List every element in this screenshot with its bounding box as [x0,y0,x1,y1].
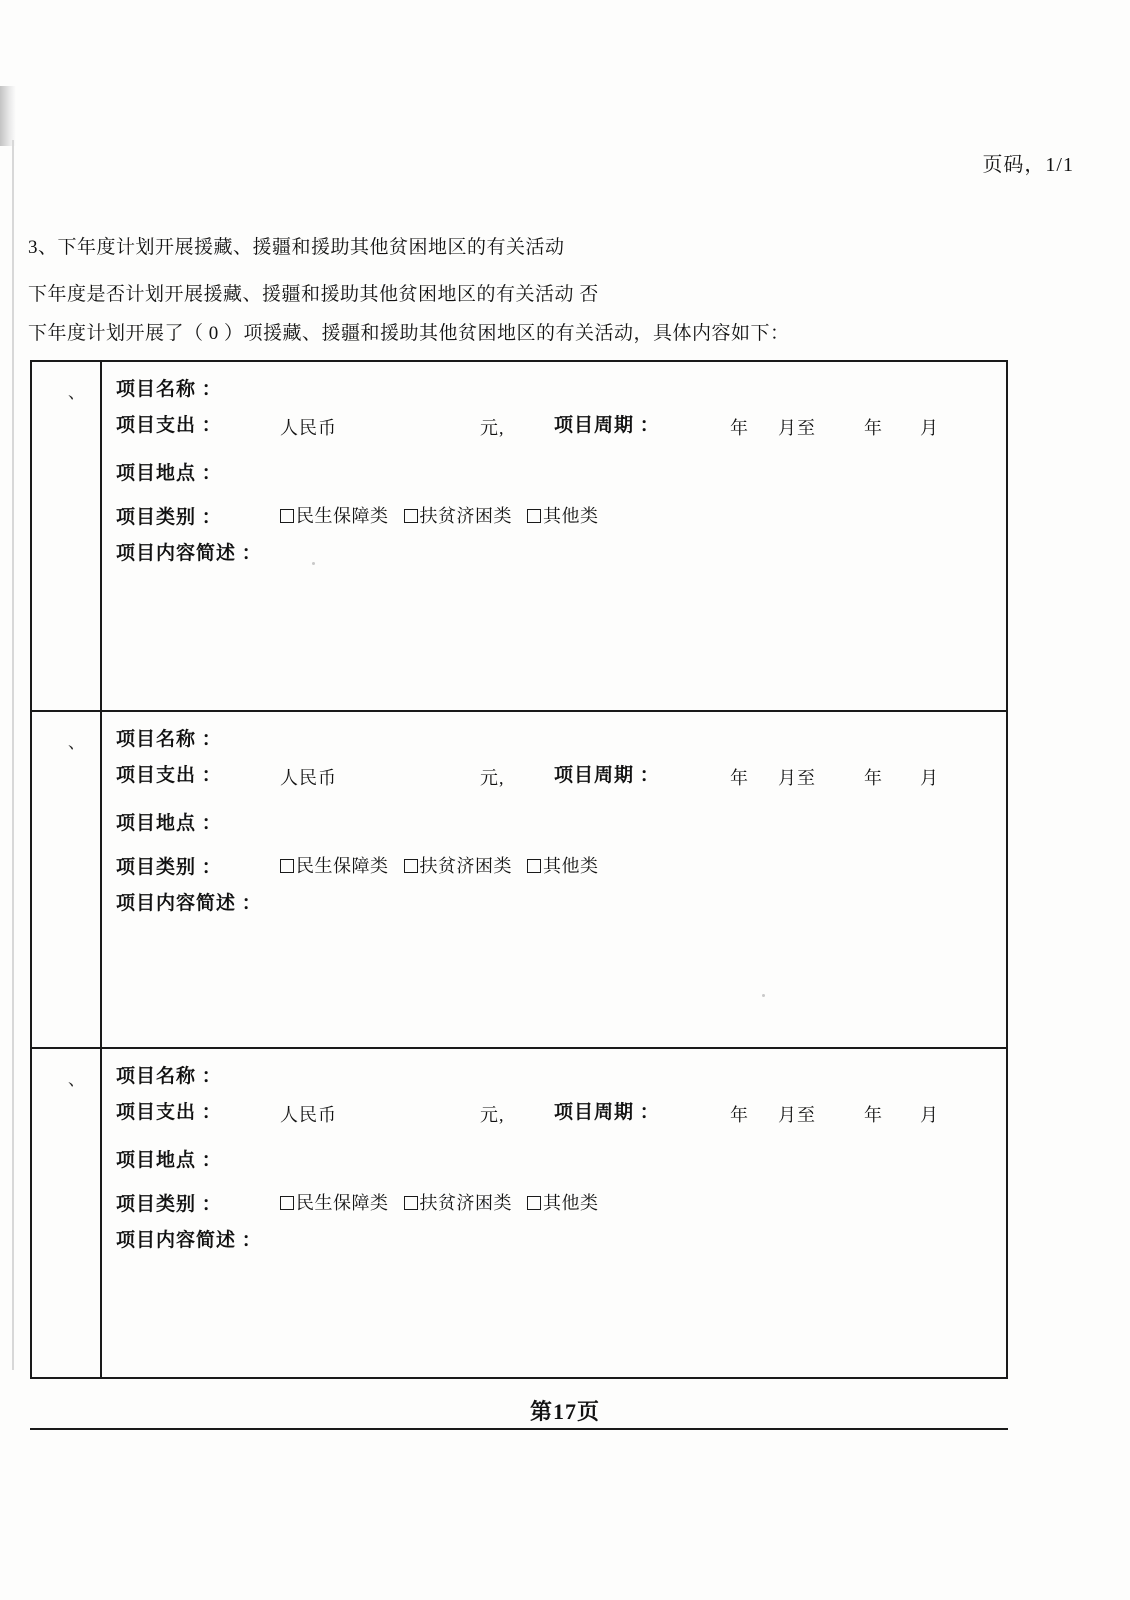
label-project-period: 项目周期 ： [554,765,660,786]
checkbox-label: 民生保障类 [296,1193,389,1213]
label-month-end: 月 [920,1105,939,1125]
checkbox-label: 民生保障类 [296,506,389,526]
label-project-spend: 项目支出 ： [116,1102,222,1123]
label-project-place: 项目地点 ： [116,1150,222,1171]
label-month-end: 月 [920,768,939,788]
label-month-end: 月 [920,418,939,438]
label-project-category: 项目类别 ： [116,1194,222,1215]
label-project-period: 项目周期 ： [554,1102,660,1123]
checkbox-option-other[interactable] [527,856,599,876]
checkbox-option-minsheng[interactable] [280,856,389,876]
label-month-to: 月至 [778,768,816,788]
label-unit: 元, [480,418,505,438]
row-body [102,362,1006,710]
label-month-to: 月至 [778,418,816,438]
checkbox-icon[interactable] [280,509,294,523]
checkbox-icon[interactable] [404,1196,418,1210]
category-checkbox-group [280,852,609,878]
checkbox-icon[interactable] [280,1196,294,1210]
label-project-name: 项目名称 ： [116,1066,222,1087]
row-index-label: 、 [68,383,85,402]
label-project-spend: 项目支出 ： [116,765,222,786]
row-index-cell [32,1049,102,1377]
row-index-label: 、 [68,733,85,752]
table-row [32,712,1006,1049]
scan-artifact-line [12,140,14,1370]
label-project-name: 项目名称 ： [116,379,222,400]
label-year-end: 年 [864,1105,883,1125]
label-year-start: 年 [730,768,749,788]
row-body [102,712,1006,1047]
checkbox-option-fupin[interactable] [404,856,513,876]
label-project-desc: 项目内容简述 ： [116,1230,262,1251]
label-year-start: 年 [730,418,749,438]
footer-divider [30,1428,1008,1430]
label-unit: 元, [480,768,505,788]
category-checkbox-group [280,502,609,528]
checkbox-option-fupin[interactable] [404,1193,513,1213]
row-index-cell [32,362,102,710]
checkbox-option-fupin[interactable] [404,506,513,526]
label-project-desc: 项目内容简述 ： [116,543,262,564]
checkbox-icon[interactable] [404,509,418,523]
checkbox-option-minsheng[interactable] [280,1193,389,1213]
section-heading: 3、下年度计划开展援藏、援疆和援助其他贫困地区的有关活动 [28,237,565,258]
label-month-to: 月至 [778,1105,816,1125]
scan-speck [312,562,315,565]
row-index-label: 、 [68,1070,85,1089]
checkbox-icon[interactable] [527,1196,541,1210]
label-project-spend: 项目支出 ： [116,415,222,436]
label-project-name: 项目名称 ： [116,729,222,750]
checkbox-label: 其他类 [543,856,599,876]
label-currency: 人民币 [280,1105,337,1125]
footer-page-number: 第17页 [529,1399,600,1424]
scan-artifact-top [0,86,16,146]
label-project-place: 项目地点 ： [116,463,222,484]
label-year-end: 年 [864,418,883,438]
label-project-period: 项目周期 ： [554,415,660,436]
intro-question: 下年度是否计划开展援藏、援疆和援助其他贫困地区的有关活动 否 [28,284,599,305]
table-row [32,1049,1006,1377]
checkbox-icon[interactable] [280,859,294,873]
checkbox-option-minsheng[interactable] [280,506,389,526]
checkbox-icon[interactable] [527,859,541,873]
projects-table [30,360,1008,1379]
label-unit: 元, [480,1105,505,1125]
checkbox-label: 扶贫济困类 [419,506,512,526]
label-year-end: 年 [864,768,883,788]
label-project-place: 项目地点 ： [116,813,222,834]
checkbox-label: 扶贫济困类 [419,856,512,876]
label-currency: 人民币 [280,768,337,788]
row-body [102,1049,1006,1377]
intro-count: 下年度计划开展了（ 0 ）项援藏、援疆和援助其他贫困地区的有关活动，具体内容如下： [28,323,790,344]
checkbox-icon[interactable] [527,509,541,523]
label-currency: 人民币 [280,418,337,438]
table-row [32,362,1006,712]
page-header-label: 页码，1/1 [982,154,1074,176]
label-project-category: 项目类别 ： [116,857,222,878]
checkbox-icon[interactable] [404,859,418,873]
checkbox-option-other[interactable] [527,506,599,526]
checkbox-label: 其他类 [543,1193,599,1213]
label-project-category: 项目类别 ： [116,507,222,528]
label-year-start: 年 [730,1105,749,1125]
checkbox-label: 其他类 [543,506,599,526]
label-project-desc: 项目内容简述 ： [116,893,262,914]
category-checkbox-group [280,1189,609,1215]
checkbox-label: 民生保障类 [296,856,389,876]
checkbox-option-other[interactable] [527,1193,599,1213]
checkbox-label: 扶贫济困类 [419,1193,512,1213]
row-index-cell [32,712,102,1047]
scan-speck [762,994,765,997]
